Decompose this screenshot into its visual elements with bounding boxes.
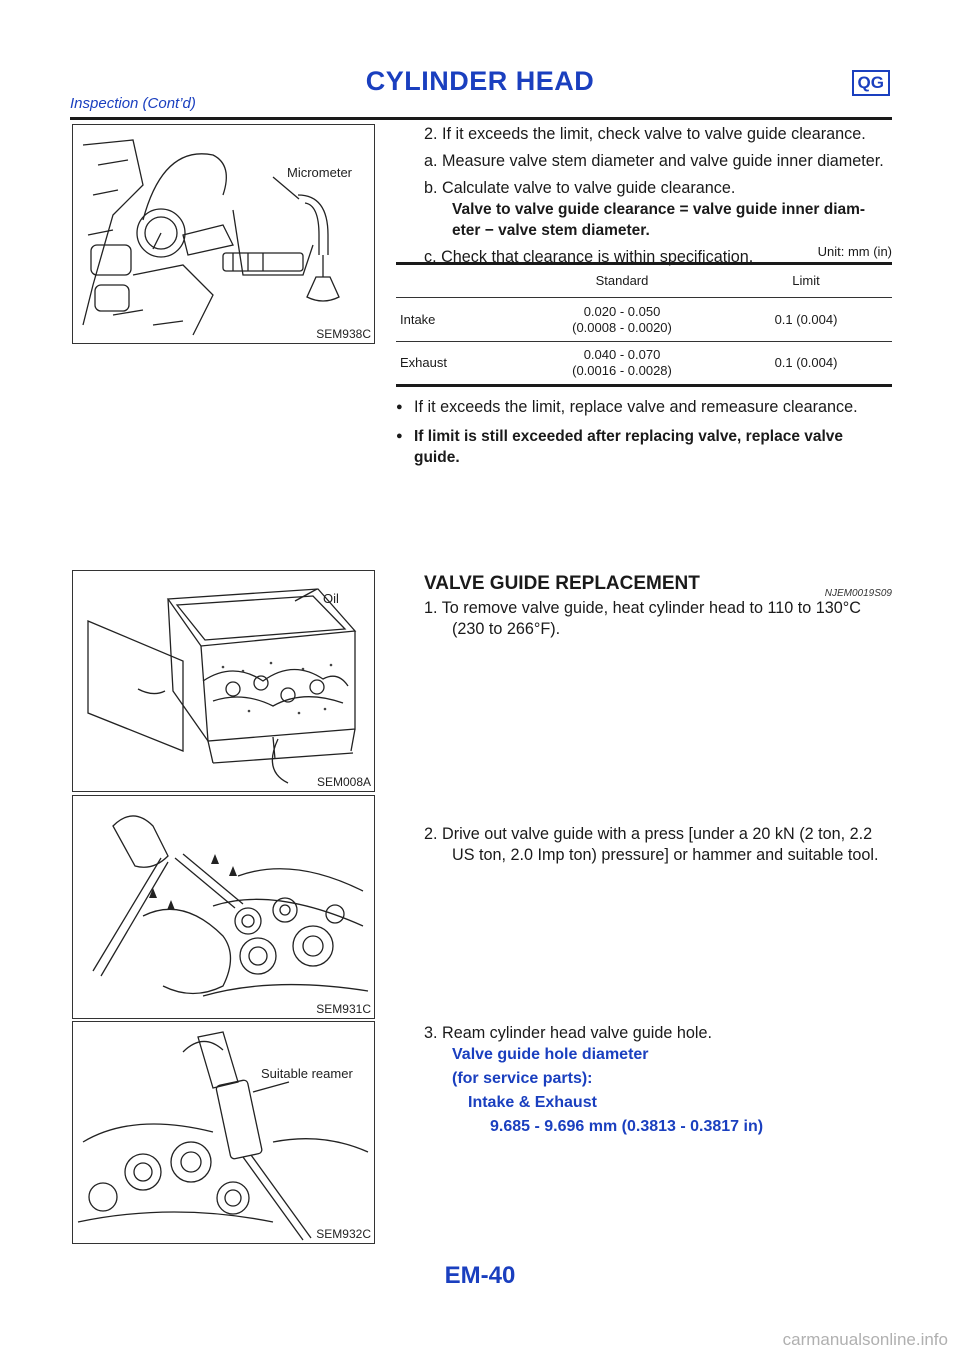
step-2: 2. If it exceeds the limit, check valve to valve guide clearance. [424,125,866,143]
replacement-step-2 [424,824,894,866]
table-cell-standard [524,342,720,386]
spec-subtitle: Intake & Exhaust [468,1094,597,1111]
table-header-cell [396,264,524,298]
table-row [396,298,892,342]
clearance-notes [396,397,892,468]
page-title: CYLINDER HEAD [365,66,595,96]
clearance-spec-table [396,262,892,387]
table-cell-label: Exhaust [396,342,524,386]
table-cell-label: Intake [396,298,524,342]
standard-in: (0.0008 - 0.0020) [572,319,672,335]
table-header-cell: Standard [524,264,720,298]
step-b: b. Calculate valve to valve guide clearance. [424,179,736,197]
step-1-line-2: (230 to 266°F). [452,620,561,638]
step-c: c. Check that clearance is within specification. [424,248,754,266]
watermark: carmanualsonline.info [782,1330,948,1349]
table-row [396,342,892,386]
formula-line-2: eter − valve stem diameter. [452,222,650,239]
note-line-2: guide. [414,449,460,466]
table-cell-limit: 0.1 (0.004) [720,298,892,342]
micrometer-illustration [73,125,374,343]
replacement-step-1 [424,598,894,640]
step-2-line-1: 2. Drive out valve guide with a press [under a 20 kN (2 ton, 2.2 [424,825,873,843]
standard-mm: 0.020 - 0.050 [583,303,661,319]
spec-title-line-1: Valve guide hole diameter [452,1046,649,1063]
page-subtitle: Inspection (Cont’d) [70,95,196,112]
oil-bath-illustration [73,571,374,791]
header-divider [70,117,892,120]
replacement-step-3: 3. Ream cylinder head valve guide hole. [424,1024,712,1042]
reamer-illustration [73,1022,374,1243]
note-replace-guide [396,426,892,468]
step-a: a. Measure valve stem diameter and valve guide inner diameter. [424,152,884,170]
table-cell-standard [524,298,720,342]
spec-title-line-2: (for service parts): [452,1070,593,1087]
standard-in: (0.0016 - 0.0028) [572,363,672,378]
figure-callout: Oil [323,591,339,606]
standard-mm: 0.040 - 0.070 [583,347,661,362]
figure-code: SEM008A [316,775,371,789]
section-heading: VALVE GUIDE REPLACEMENT [424,573,700,594]
page-number: EM-40 [444,1262,516,1289]
figure-micrometer [72,124,375,344]
figure-reamer [72,1021,375,1244]
figure-hammer [72,795,375,1019]
step-2-line-2: US ton, 2.0 Imp ton) pressure] or hammer and suitable tool. [452,846,879,864]
table-cell-limit: 0.1 (0.004) [720,342,892,386]
note-replace-valve: ● If it exceeds the limit, replace valve and remeasure clearance. [396,397,892,418]
figure-callout: Suitable reamer [261,1066,353,1081]
section-reference-code: NJEM0019S09 [824,588,892,599]
model-badge: QG [852,70,890,96]
table-header-cell: Limit [720,264,892,298]
hammer-illustration [73,796,374,1018]
figure-code: SEM932C [316,1227,371,1241]
figure-code: SEM938C [316,327,371,341]
step-1-line-1: 1. To remove valve guide, heat cylinder head to 110 to 130°C [424,599,861,617]
unit-label: Unit: mm (in) [817,244,892,259]
spec-value: 9.685 - 9.696 mm (0.3813 - 0.3817 in) [490,1118,764,1135]
formula-line-1: Valve to valve guide clearance = valve guide inner diam- [452,201,866,218]
figure-code: SEM931C [316,1002,371,1016]
table-header-row [396,264,892,298]
figure-oil-bath [72,570,375,792]
figure-callout: Micrometer [287,165,353,180]
note-line-1: If limit is still exceeded after replacing valve, replace valve [414,428,844,445]
